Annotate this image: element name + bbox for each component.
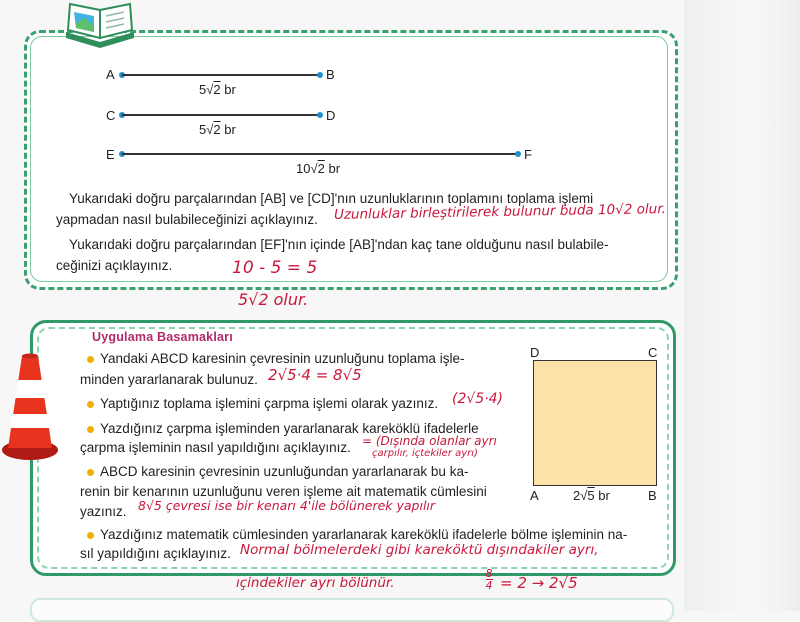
step-1-answer: 2√5·4 = 8√5 [268,366,362,384]
book-icon [60,2,140,48]
bullet [87,401,94,408]
question-1-answer: Uzunluklar birleştirilerek bulunur buda 10√2 olur. [333,201,666,223]
segment-cd-length: 5√2 br [199,122,236,137]
point-d [317,112,323,118]
segment-ef-length: 10√2 br [296,161,341,176]
step-5-answer-result: = 2 → 2√5 [500,574,578,592]
step-1-line-2: minden yararlanarak bulunuz. [80,372,258,387]
question-2-line-2: ceğinizi açıklayınız. [56,258,173,273]
segment-ab-length: 5√2 br [199,82,236,97]
point-label-e: E [106,147,115,162]
step-5-answer-line-2: ıçindekiler ayrı bölünür. [236,575,395,591]
corner-label-c: C [648,345,658,360]
bullet [87,356,94,363]
step-2-answer: (2√5·4) [452,391,504,407]
step-4-line-1: ABCD karesinin çevresinin uzunluğundan yararlanarak bu ka- [100,464,469,479]
point-b [317,72,323,78]
point-label-d: D [326,108,336,123]
step-3-answer-line-1: = (Dışında olanlar ayrı [362,434,497,448]
page-margin [684,0,800,611]
segment-cd [122,114,320,116]
traffic-cone-icon [0,352,60,464]
corner-label-d: D [530,345,540,360]
step-3-line-2: çarpma işleminin nasıl yapıldığını açıklayınız. [80,440,351,455]
bullet [87,469,94,476]
step-3-line-1: Yazdığınız çarpma işleminden yararlanarak kareköklü ifadelerle [100,421,479,436]
point-label-f: F [524,147,532,162]
bullet [87,532,94,539]
question-2-answer-line-1: 10 - 5 = 5 [232,258,318,278]
question-1-line-1: Yukarıdaki doğru parçalarından [AB] ve [CD]'nın uzunluklarının toplamını toplama işlemi [69,191,594,206]
step-5-line-2: sıl yapıldığını açıklayınız. [80,546,231,561]
bullet [87,426,94,433]
step-5-answer-fraction: 8 4 [485,567,493,592]
square-side-length: 2√5 br [573,488,610,503]
step-1-line-1: Yandaki ABCD karesinin çevresinin uzunluğunu toplama işle- [100,351,465,366]
step-4-answer: 8√5 çevresi ise bir kenarı 4'ile bölünerek yapılır [138,498,436,513]
segment-ab [122,74,320,76]
corner-label-b: B [648,488,657,503]
question-1-line-2: yapmadan nasıl bulabileceğinizi açıklayınız. [56,212,318,227]
step-4-line-2: renin bir kenarının uzunluğunu veren işleme ait matematik cümlesini [80,484,487,499]
next-box-edge [30,598,674,622]
point-label-c: C [106,108,116,123]
step-5-line-1: Yazdığınız matematik cümlesinden yararlanarak kareköklü ifadelerle bölme işleminin na- [100,527,628,542]
question-2-line-1: Yukarıdaki doğru parçalarından [EF]'nın içinde [AB]'ndan kaç tane olduğunu nasıl bulabile- [69,237,609,252]
square-abcd [533,360,657,486]
step-3-answer-line-2: çarpılır, içtekiler ayrı) [372,448,478,459]
point-label-b: B [326,67,335,82]
question-2-answer-line-2: 5√2 olur. [238,290,309,309]
step-2-line-1: Yaptığınız toplama işlemini çarpma işlemi olarak yazınız. [100,396,439,411]
steps-title: Uygulama Basamakları [92,330,233,344]
segment-ef [122,153,518,155]
point-label-a: A [106,67,115,82]
step-5-answer-line-1: Normal bölmelerdeki gibi kareköktü dışındakiler ayrı, [240,542,599,558]
corner-label-a: A [530,488,539,503]
step-4-line-3: yazınız. [80,504,127,519]
point-f [515,151,521,157]
